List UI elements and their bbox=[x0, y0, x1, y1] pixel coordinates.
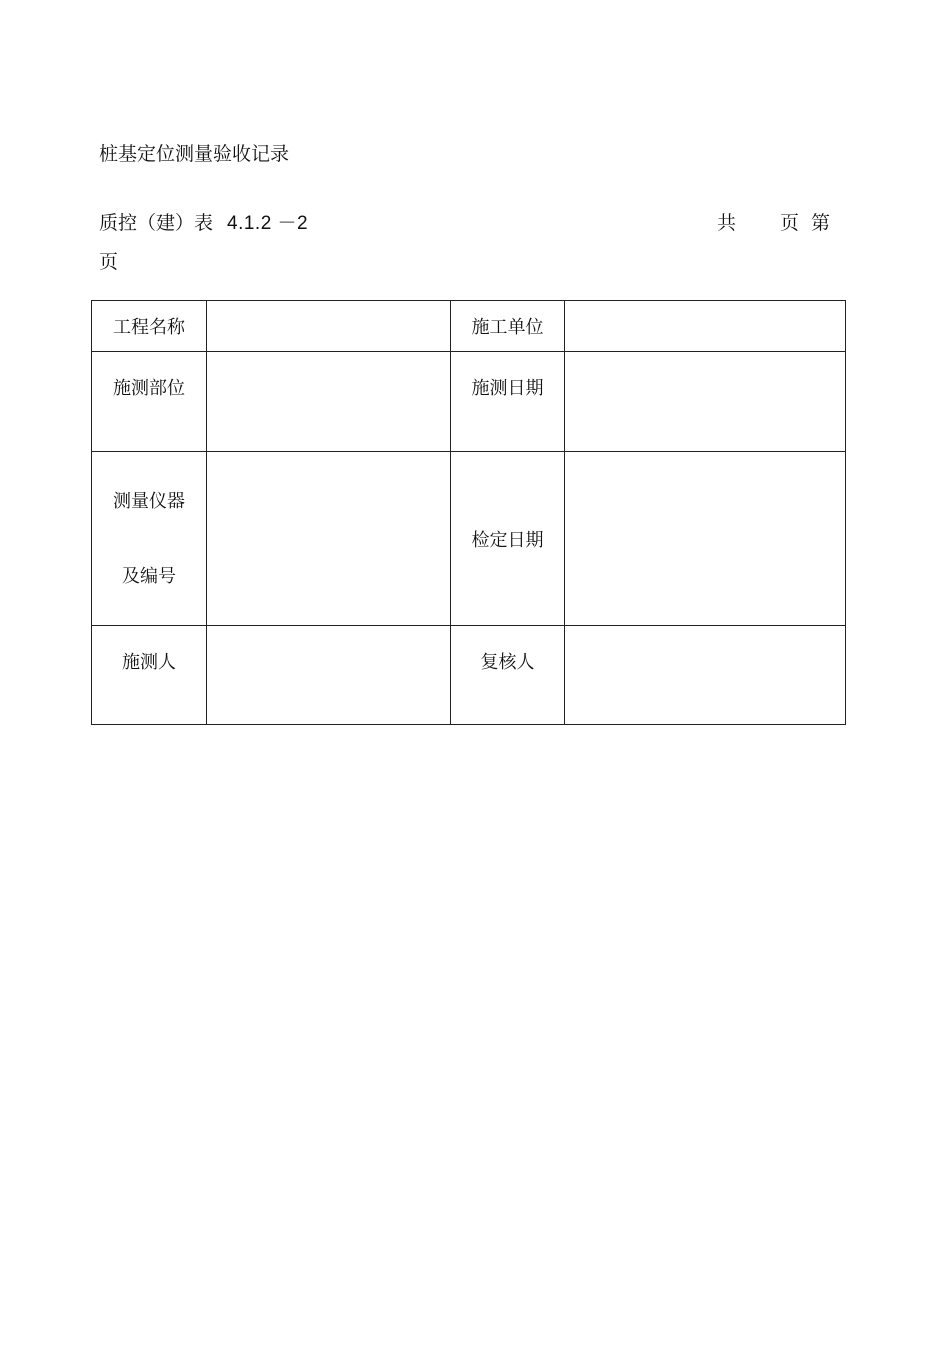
construction-unit-field[interactable] bbox=[565, 301, 846, 352]
survey-date-label: 施测日期 bbox=[451, 352, 565, 452]
project-name-label: 工程名称 bbox=[92, 301, 207, 352]
page-current-label: 第 bbox=[811, 212, 831, 234]
instrument-label-line1: 测量仪器 bbox=[113, 490, 185, 512]
survey-location-field[interactable] bbox=[207, 352, 451, 452]
calibration-date-field[interactable] bbox=[565, 452, 846, 626]
form-code bbox=[99, 210, 308, 237]
document-title: 桩基定位测量验收记录 bbox=[99, 143, 290, 165]
form-code-number: 4.1.2 －2 bbox=[227, 213, 309, 234]
page-mid-label: 页 bbox=[780, 212, 800, 234]
table-row bbox=[92, 626, 846, 725]
calibration-date-label: 检定日期 bbox=[451, 452, 565, 626]
form-code-prefix: 质控（建）表 bbox=[99, 212, 214, 234]
surveyor-field[interactable] bbox=[207, 626, 451, 725]
instrument-label-line2: 及编号 bbox=[122, 565, 176, 587]
project-name-field[interactable] bbox=[207, 301, 451, 352]
table-row bbox=[92, 352, 846, 452]
acceptance-record-table bbox=[91, 300, 846, 725]
instrument-label bbox=[92, 452, 207, 626]
survey-location-label: 施测部位 bbox=[92, 352, 207, 452]
instrument-field[interactable] bbox=[207, 452, 451, 626]
table-row bbox=[92, 301, 846, 352]
page-total-label: 共 bbox=[717, 212, 737, 234]
survey-date-field[interactable] bbox=[565, 352, 846, 452]
page-end-label: 页 bbox=[99, 251, 119, 273]
surveyor-label: 施测人 bbox=[92, 626, 207, 725]
reviewer-label: 复核人 bbox=[451, 626, 565, 725]
reviewer-field[interactable] bbox=[565, 626, 846, 725]
table-row bbox=[92, 452, 846, 626]
construction-unit-label: 施工单位 bbox=[451, 301, 565, 352]
